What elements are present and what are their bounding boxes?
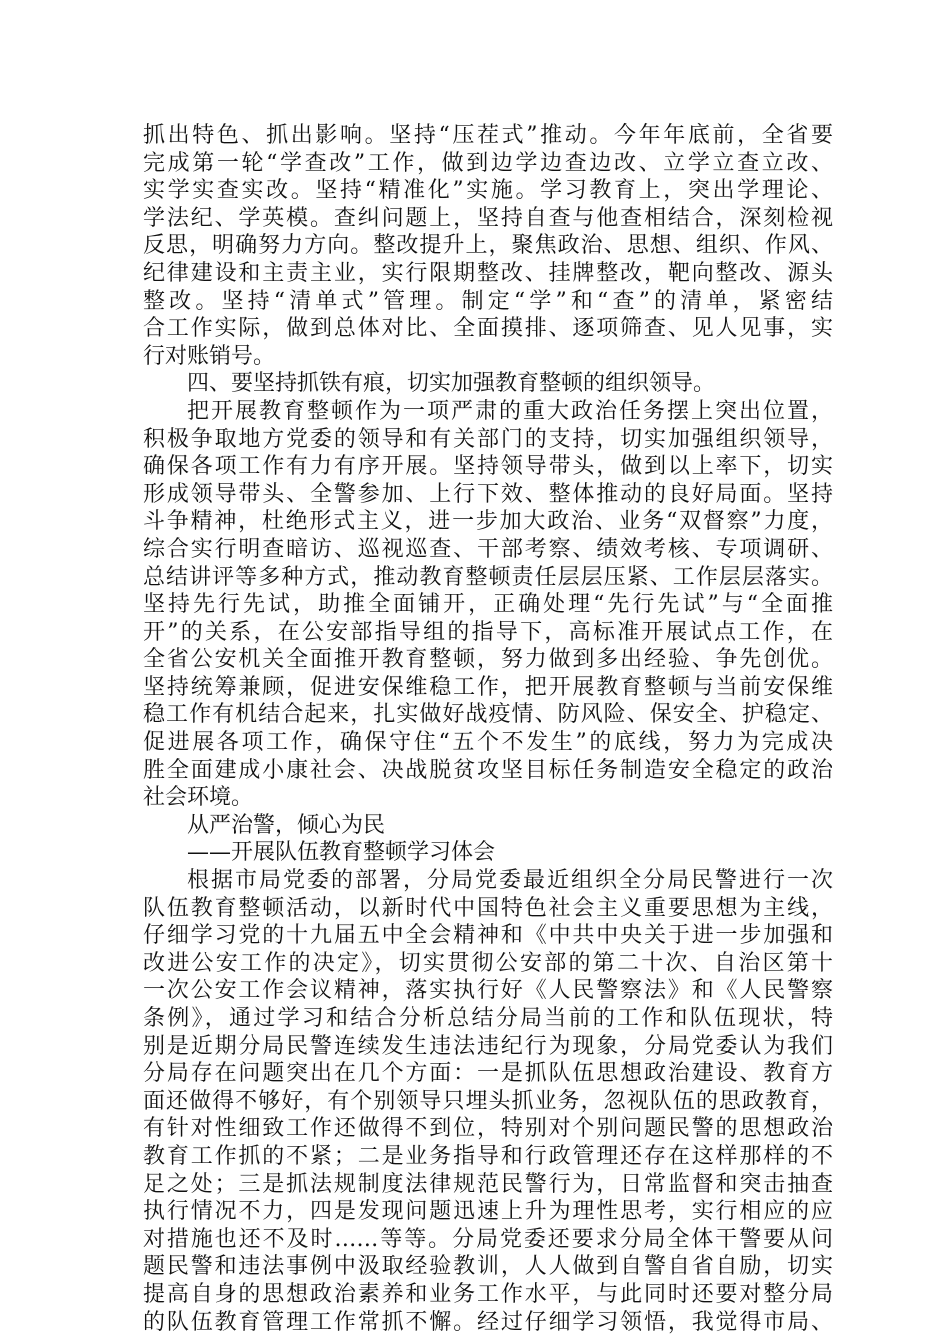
text-line: 反思，明确努力方向。整改提升上，聚焦政治、思想、组织、作风、 [143,233,833,259]
text-line: 确保各项工作有力有序开展。坚持领导带头，做到以上率下，切实 [143,454,833,480]
text-line: 总结讲评等多种方式，推动教育整顿责任层层压紧、工作层层落实。 [143,564,833,590]
text-line: 学法纪、学英模。查纠问题上，坚持自查与他查相结合，深刻检视 [143,205,833,231]
text-line: 促进展各项工作，确保守住“五个不发生”的底线，努力为完成决 [143,730,833,756]
text-line: 纪律建设和主责主业，实行限期整改、挂牌整改，靶向整改、源头 [143,260,833,286]
text-line: ——开展队伍教育整顿学习体会 [187,840,496,866]
text-line: 条例》，通过学习和结合分析总结分局当前的工作和队伍现状，特 [143,1006,833,1031]
text-line: 胜全面建成小康社会、决战脱贫攻坚目标任务制造安全稳定的政治 [143,757,833,783]
text-line: 行对账销号。 [143,343,276,369]
text-line: 合工作实际，做到总体对比、全面摸排、逐项筛查、见人见事，实 [143,316,833,342]
text-line: 提高自身的思想政治素养和业务工作水平，与此同时还要对整分局 [143,1281,833,1307]
document-body [143,122,833,1336]
text-line: 坚持先行先试，助推全面铺开，正确处理“先行先试”与“全面推 [143,592,833,618]
text-line: 四、要坚持抓铁有痕，切实加强教育整顿的组织领导。 [187,371,716,397]
text-line: 足之处；三是抓法规制度法律规范民警行为，日常监督和突击抽查 [143,1171,833,1197]
text-line: 综合实行明查暗访、巡视巡查、干部考察、绩效考核、专项调研、 [143,536,833,562]
text-line: 面还做得不够好，有个别领导只埋头抓业务，忽视队伍的思政教育， [143,1088,833,1114]
text-line: 形成领导带头、全警参加、上行下效、整体推动的良好局面。坚持 [143,481,833,507]
text-line: 教育工作抓的不紧；二是业务指导和行政管理还存在这样那样的不 [143,1143,833,1169]
text-line: 斗争精神，杜绝形式主义，进一步加大政治、业务“双督察”力度， [143,509,833,535]
text-line: 抓出特色、抓出影响。坚持“压茬式”推动。今年年底前，全省要 [143,123,833,148]
text-line: 仔细学习党的十九届五中全会精神和《中共中央关于进一步加强和 [143,923,833,949]
text-line: 有针对性细致工作还做得不到位，特别对个别问题民警的思想政治 [143,1116,833,1142]
text-line: 稳工作有机结合起来，扎实做好战疫情、防风险、保安全、护稳定、 [143,702,833,728]
text-line: 开”的关系，在公安部指导组的指导下，高标准开展试点工作，在 [143,619,833,645]
text-line: 积极争取地方党委的领导和有关部门的支持，切实加强组织领导， [143,426,833,452]
text-line: 执行情况不力，四是发现问题迅速上升为理性思考，实行相应的应 [143,1199,833,1225]
text-line: 对措施也还不及时……等等。分局党委还要求分局全体干警要从问 [143,1226,833,1252]
text-line: 从严治警，倾心为民 [187,812,386,838]
text-line: 别是近期分局民警连续发生违法违纪行为现象，分局党委认为我们 [143,1033,833,1059]
text-line: 社会环境。 [143,785,254,811]
text-line: 队伍教育整顿活动，以新时代中国特色社会主义重要思想为主线， [143,895,833,921]
text-line: 坚持统筹兼顾，促进安保维稳工作，把开展教育整顿与当前安保维 [143,674,833,700]
text-line: 题民警和违法事例中汲取经验教训，人人做到自警自省自励，切实 [143,1254,833,1280]
text-line: 完成第一轮“学查改”工作，做到边学边查边改、立学立查立改、 [143,150,833,176]
text-line: 把开展教育整顿作为一项严肃的重大政治任务摆上突出位置， [187,398,833,424]
text-line: 改进公安工作的决定》，切实贯彻公安部的第二十次、自治区第十 [143,950,833,976]
text-line: 实学实查实改。坚持“精准化”实施。学习教育上，突出学理论、 [143,178,833,204]
text-line: 根据市局党委的部署，分局党委最近组织全分局民警进行一次 [187,868,833,894]
text-line: 全省公安机关全面推开教育整顿，努力做到多出经验、争先创优。 [143,647,833,673]
text-line: 整改。坚持“清单式”管理。制定“学”和“查”的清单，紧密结 [143,288,833,314]
text-line: 分局存在问题突出在几个方面：一是抓队伍思想政治建设、教育方 [143,1061,833,1087]
text-line: 的队伍教育管理工作常抓不懈。经过仔细学习领悟，我觉得市局、 [143,1309,833,1335]
text-line: 一次公安工作会议精神，落实执行好《人民警察法》和《人民警察 [143,978,833,1004]
